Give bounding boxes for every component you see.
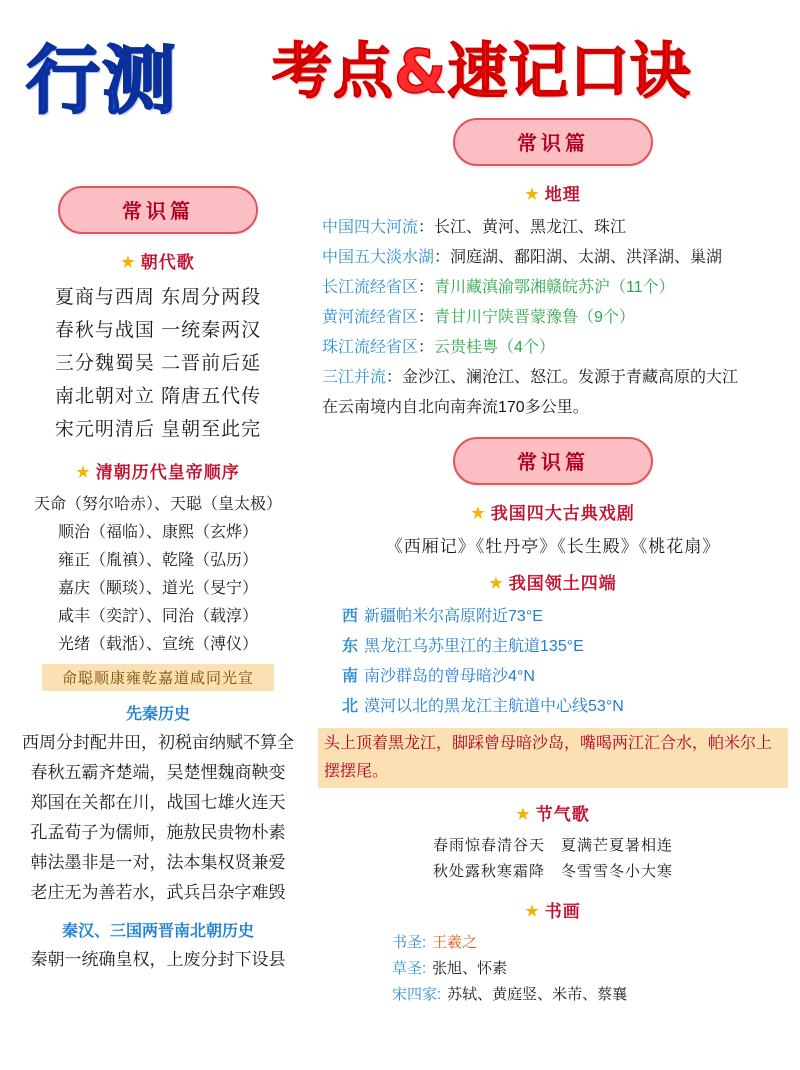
calligraphy-row-value: 王羲之 bbox=[432, 934, 478, 951]
calligraphy-row-value: 张旭、怀素 bbox=[432, 960, 508, 977]
text-line: 雍正（胤禛）、乾隆（弘历） bbox=[57, 552, 258, 569]
text-line: 春雨惊春清谷天 夏满芒夏暑相连 bbox=[432, 837, 673, 854]
geography-row-label: 三江并流 bbox=[322, 369, 387, 386]
text-line: 南北朝对立 隋唐五代传 bbox=[54, 386, 262, 407]
text-line: 春秋五霸齐楚端，吴楚悝魏商鞅变 bbox=[30, 763, 286, 782]
geography-row: 黄河流经省区：青甘川宁陕晋蒙豫鲁（9个） bbox=[322, 309, 635, 326]
geography-row-value: 金沙江、澜沧江、怒江。发源于青藏高原的大江 bbox=[402, 369, 739, 386]
poster-header bbox=[0, 0, 800, 124]
text-line: 宋元明清后 皇朝至此完 bbox=[54, 419, 262, 440]
territory-row-key: 东 bbox=[342, 638, 359, 655]
section-heading-qin-han: 秦汉、三国两晋南北朝历史 bbox=[61, 923, 254, 940]
territory-row-value: 黑龙江乌苏里江的主航道135°E bbox=[364, 638, 584, 655]
geography-row-label: 珠江流经省区 bbox=[322, 339, 419, 356]
text-line: 西周分封配井田，初税亩纳赋不算全 bbox=[22, 733, 294, 752]
text-line: 秦朝一统确皇权，上废分封下设县 bbox=[30, 950, 286, 969]
geography-rows bbox=[312, 213, 794, 423]
text-line: 三分魏蜀吴 二晋前后延 bbox=[54, 353, 262, 374]
section-heading-solar-terms: ★ 节气歌 bbox=[516, 805, 590, 824]
calligraphy-row-key: 草圣: bbox=[392, 960, 427, 977]
geography-row: 中国五大淡水湖：洞庭湖、鄱阳湖、太湖、洪泽湖、巢湖 bbox=[322, 249, 723, 266]
section-heading-dynasty-song: ★ 朝代歌 bbox=[121, 253, 195, 272]
page-title-right: 考点&速记口诀 bbox=[272, 37, 692, 107]
text-line: 秋处露秋寒霜降 冬雪雪冬小大寒 bbox=[432, 863, 673, 880]
territory-row-key: 西 bbox=[342, 608, 359, 625]
territory-row-value: 漠河以北的黑龙江主航道中心线53°N bbox=[364, 698, 624, 715]
territory-row bbox=[312, 692, 794, 722]
section-heading-territory: ★ 我国领土四端 bbox=[489, 574, 617, 593]
qing-emperors-list bbox=[8, 491, 308, 659]
territory-mnemonic: 头上顶着黑龙江，脚踩曾母暗沙岛，嘴喝两江汇合水，帕米尔上摆摆尾。 bbox=[318, 728, 788, 788]
text-line: 顺治（福临）、康熙（玄烨） bbox=[57, 524, 258, 541]
section-heading-pre-qin: 先秦历史 bbox=[125, 706, 190, 723]
text-line: 老庄无为善若水，武兵吕杂字难毁 bbox=[30, 883, 286, 902]
territory-row-value: 新疆帕米尔高原附近73°E bbox=[364, 608, 543, 625]
star-icon: ★ bbox=[121, 254, 136, 271]
star-icon: ★ bbox=[525, 903, 540, 920]
geography-row-value: 云贵桂粤（4个） bbox=[434, 339, 555, 356]
star-icon: ★ bbox=[76, 464, 91, 481]
star-icon: ★ bbox=[516, 806, 531, 823]
territory-row bbox=[312, 632, 794, 662]
geography-row: 中国四大河流：长江、黄河、黑龙江、珠江 bbox=[322, 219, 627, 236]
calligraphy-row bbox=[312, 982, 794, 1008]
geography-row-value: 洞庭湖、鄱阳湖、太湖、洪泽湖、巢湖 bbox=[450, 249, 723, 266]
text-line: 光绪（载湉）、宣统（溥仪） bbox=[57, 636, 258, 653]
section-heading-calligraphy: ★ 书画 bbox=[525, 902, 581, 921]
text-line: 咸丰（奕詝）、同治（载淳） bbox=[57, 608, 258, 625]
text-line: 夏商与西周 东周分两段 bbox=[54, 287, 262, 308]
qin-han-lines bbox=[8, 945, 308, 975]
geography-row-value: 长江、黄河、黑龙江、珠江 bbox=[434, 219, 627, 236]
geography-row: 长江流经省区：青川藏滇渝鄂湘赣皖苏沪（11个） bbox=[322, 279, 675, 296]
geography-row-label: 长江流经省区 bbox=[322, 279, 419, 296]
calligraphy-row bbox=[312, 956, 794, 982]
calligraphy-row bbox=[312, 930, 794, 956]
page-title-left: 行测 bbox=[26, 38, 178, 124]
section-badge-common-sense-left: 常识篇 bbox=[58, 186, 258, 234]
calligraphy-row-key: 宋四家: bbox=[392, 986, 442, 1003]
territory-row bbox=[312, 602, 794, 632]
section-badge-common-sense-right-1: 常识篇 bbox=[453, 118, 653, 166]
qing-emperors-mnemonic: 命聪顺康雍乾嘉道咸同光宣 bbox=[42, 664, 274, 691]
geography-row: 三江并流：金沙江、澜沧江、怒江。发源于青藏高原的大江 bbox=[322, 369, 739, 386]
territory-row-key: 北 bbox=[342, 698, 359, 715]
section-heading-qing-emperors: ★ 清朝历代皇帝顺序 bbox=[76, 463, 240, 482]
text-line: 天命（努尔哈赤）、天聪（皇太极） bbox=[33, 496, 282, 513]
opera-titles: 《西厢记》《牡丹亭》《长生殿》《桃花扇》 bbox=[385, 537, 721, 556]
geography-row-label: 中国四大河流 bbox=[322, 219, 419, 236]
section-heading-opera: ★ 我国四大古典戏剧 bbox=[471, 504, 635, 523]
calligraphy-row-key: 书圣: bbox=[392, 934, 427, 951]
geography-tail-line: 在云南境内自北向南奔流170多公里。 bbox=[322, 399, 589, 416]
left-column bbox=[8, 186, 308, 975]
star-icon: ★ bbox=[471, 505, 486, 522]
pre-qin-lines bbox=[8, 728, 308, 908]
calligraphy-row-value: 苏轼、黄庭竖、米芾、蔡襄 bbox=[447, 986, 628, 1003]
territory-rows bbox=[312, 602, 794, 722]
text-line: 春秋与战国 一统秦两汉 bbox=[54, 320, 262, 341]
text-line: 郑国在关都在川，战国七雄火连天 bbox=[30, 793, 286, 812]
text-line: 韩法墨非是一对，法本集权贤兼爱 bbox=[30, 853, 286, 872]
geography-row-label: 中国五大淡水湖 bbox=[322, 249, 435, 266]
geography-row-value: 青川藏滇渝鄂湘赣皖苏沪（11个） bbox=[434, 279, 675, 296]
geography-row: 珠江流经省区：云贵桂粤（4个） bbox=[322, 339, 555, 356]
geography-row-label: 黄河流经省区 bbox=[322, 309, 419, 326]
territory-row bbox=[312, 662, 794, 692]
text-line: 嘉庆（颙琰）、道光（旻宁） bbox=[57, 580, 258, 597]
territory-row-value: 南沙群岛的曾母暗沙4°N bbox=[364, 668, 535, 685]
text-line: 孔孟荀子为儒师，施敖民贵物朴素 bbox=[30, 823, 286, 842]
geography-row-value: 青甘川宁陕晋蒙豫鲁（9个） bbox=[434, 309, 635, 326]
territory-row-key: 南 bbox=[342, 668, 359, 685]
section-badge-common-sense-right-2: 常识篇 bbox=[453, 437, 653, 485]
solar-terms-lines bbox=[312, 833, 794, 885]
dynasty-song-lines bbox=[8, 281, 308, 446]
section-heading-geography: ★ 地理 bbox=[525, 185, 581, 204]
star-icon: ★ bbox=[525, 186, 540, 203]
star-icon: ★ bbox=[489, 575, 504, 592]
calligraphy-rows bbox=[312, 930, 794, 1008]
right-column bbox=[312, 118, 794, 1008]
